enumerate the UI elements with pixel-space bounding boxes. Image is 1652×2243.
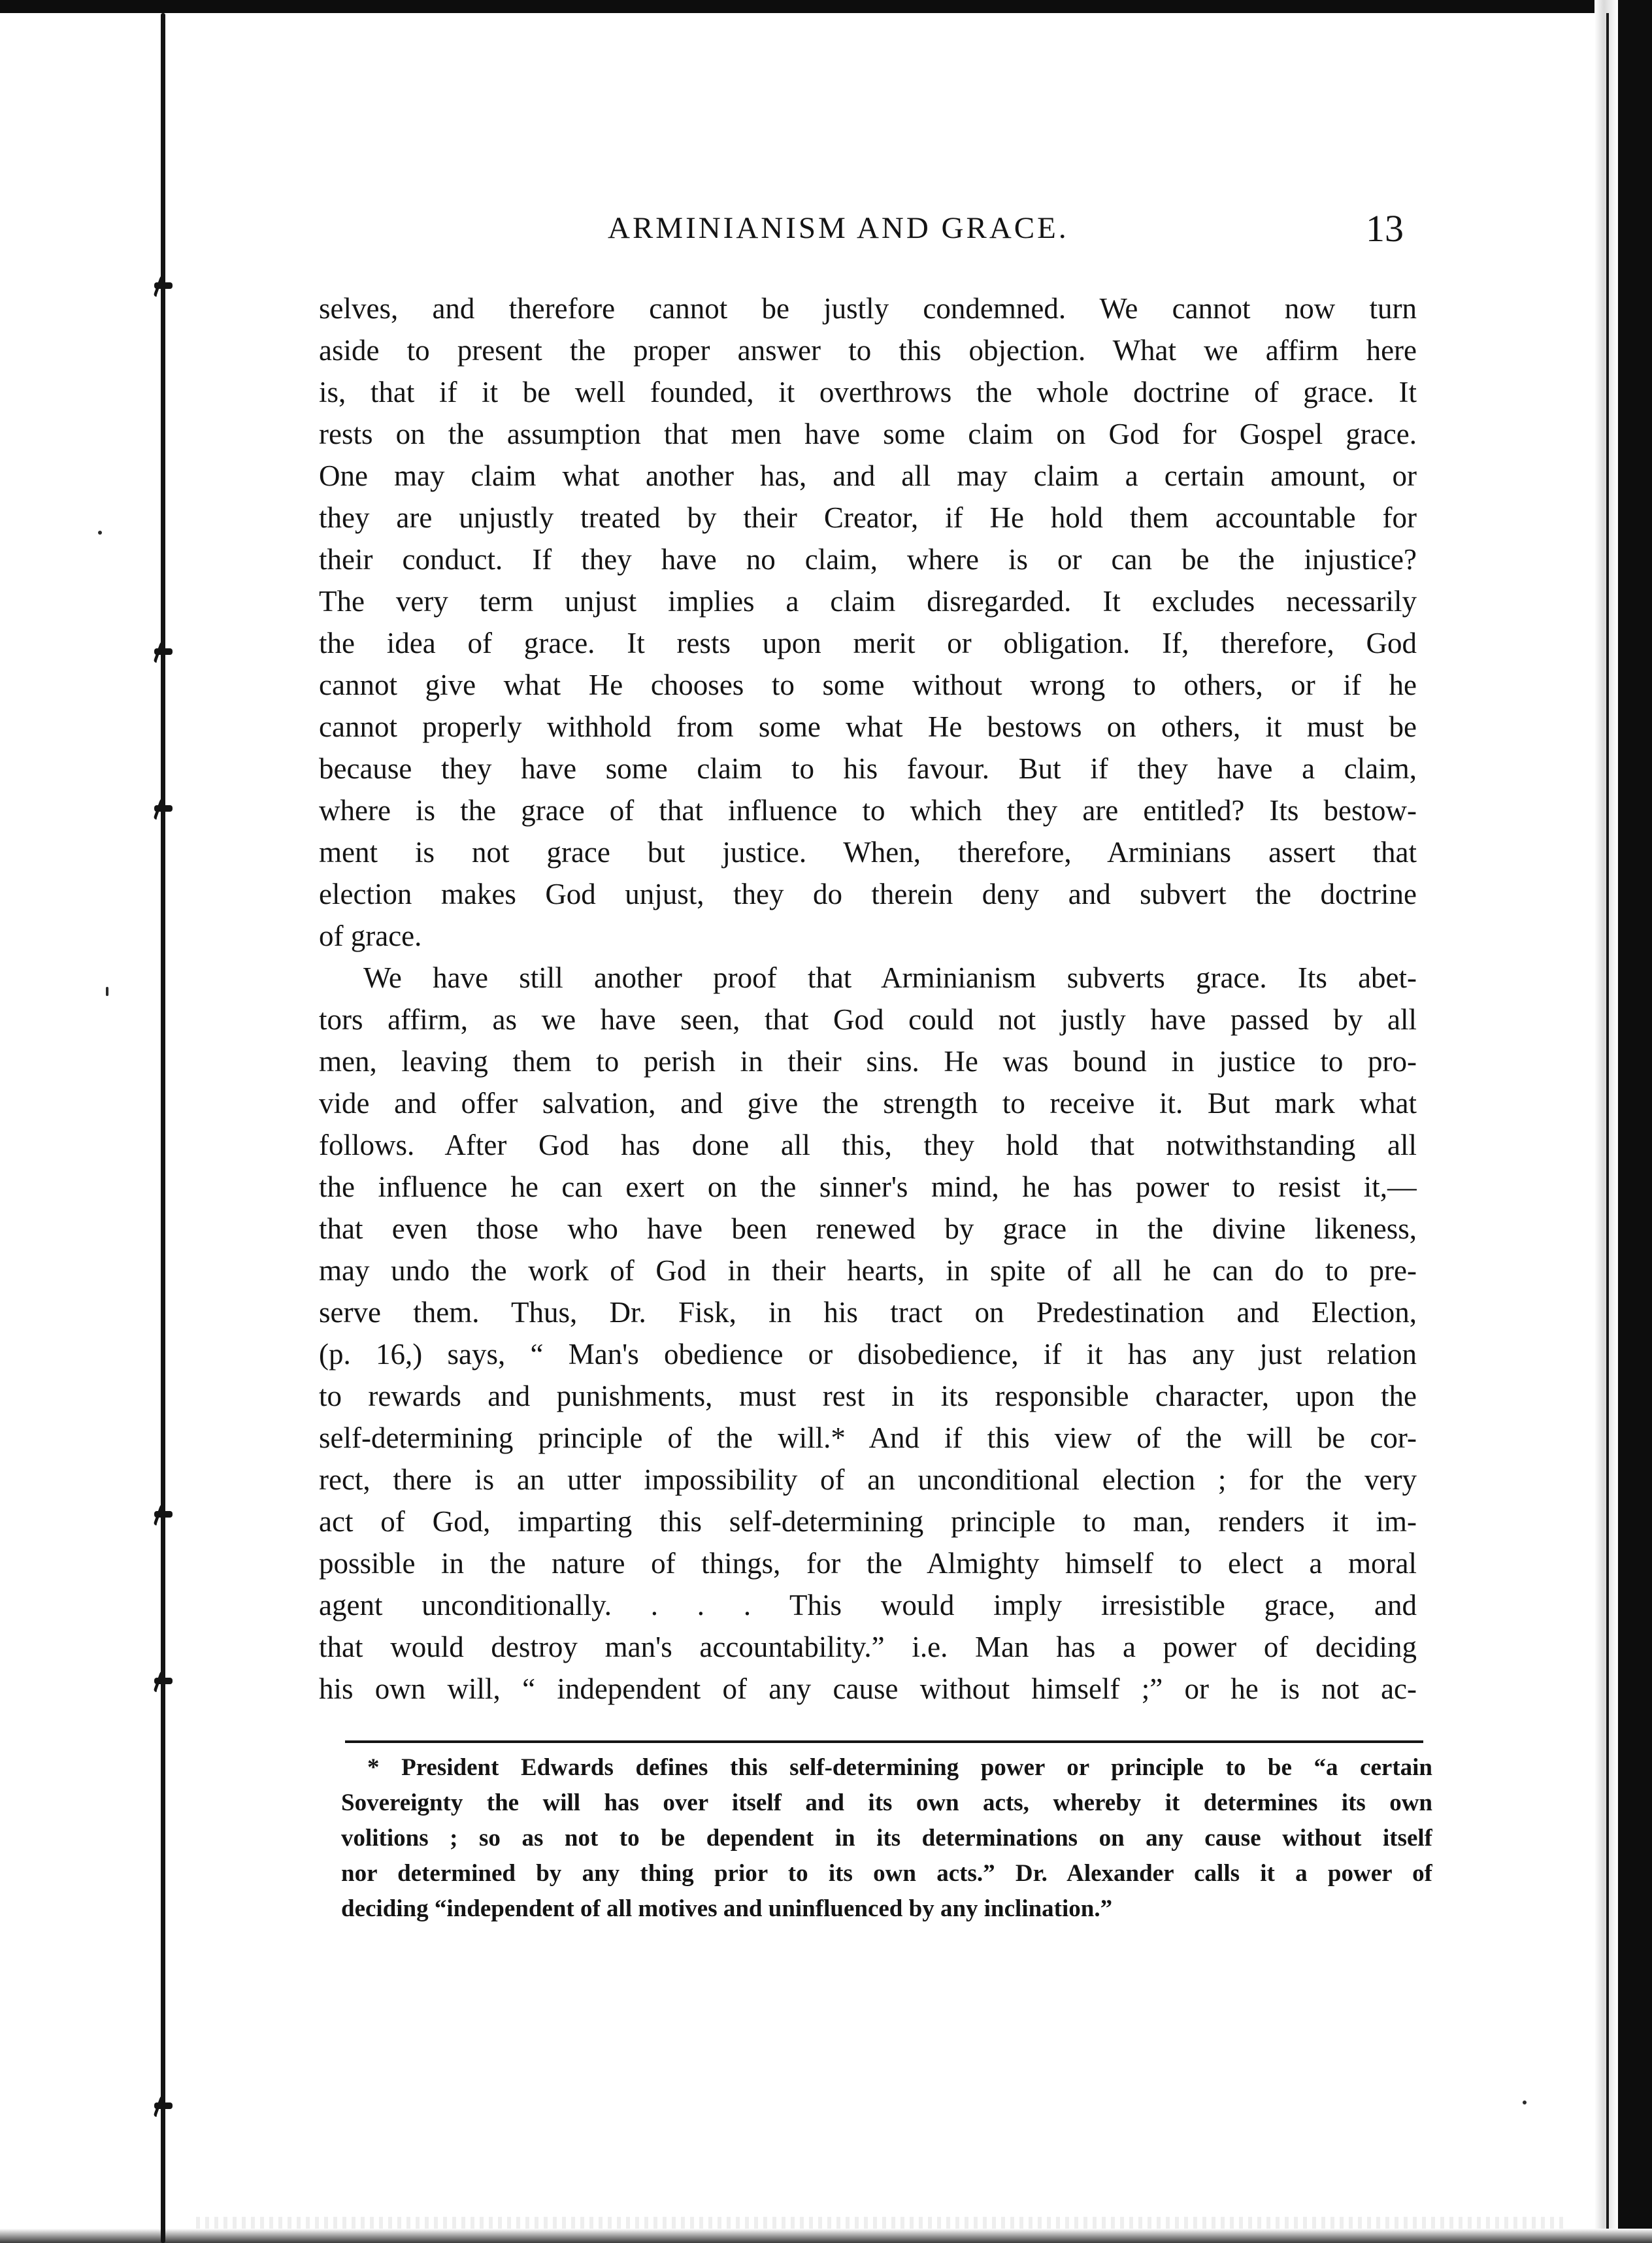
text-line: vide and offer salvation, and give the strength to receive it. But mark what	[319, 1087, 1417, 1120]
footnote-line: volitions ; so as not to be dependent in its determinations on any cause without itself	[341, 1825, 1432, 1852]
scan-frame-top	[0, 0, 1652, 13]
text-line: One may claim what another has, and all may claim a certain amount, or	[319, 459, 1417, 492]
binding-spine-line	[161, 13, 165, 2243]
footnote	[341, 1750, 1432, 1927]
text-line: because they have some claim to his favour. But if they have a claim,	[319, 752, 1417, 785]
page-number: 13	[1366, 207, 1404, 250]
binding-stitch	[150, 647, 176, 656]
binding-stitch	[150, 804, 176, 813]
footnote-line: deciding “independent of all motives and uninfluenced by any inclination.”	[341, 1895, 1113, 1922]
text-line: election makes God unjust, they do therein deny and subvert the doctrine	[319, 878, 1417, 910]
footnote-line: * President Edwards defines this self-determining power or principle to be “a certain	[367, 1754, 1432, 1781]
text-line: tors affirm, as we have seen, that God could not justly have passed by all	[319, 1003, 1417, 1036]
text-line: (p. 16,) says, “ Man's obedience or disobedience, if it has any just relation	[319, 1338, 1417, 1371]
text-line: the influence he can exert on the sinner's mind, he has power to resist it,—	[319, 1171, 1417, 1203]
text-line: cannot properly withhold from some what He bestows on others, it must be	[319, 710, 1417, 743]
text-line: cannot give what He chooses to some without wrong to others, or if he	[319, 669, 1417, 701]
text-line: serve them. Thus, Dr. Fisk, in his tract on Predestination and Election,	[319, 1296, 1417, 1329]
text-line: that would destroy man's accountability.” i.e. Man has a power of deciding	[319, 1631, 1417, 1663]
text-line: rect, there is an utter impossibility of an unconditional election ; for the very	[319, 1463, 1417, 1496]
text-line: to rewards and punishments, must rest in its responsible character, upon the	[319, 1380, 1417, 1412]
scan-speck	[106, 987, 108, 996]
binding-stitch	[150, 281, 176, 290]
text-line: aside to present the proper answer to this objection. What we affirm here	[319, 334, 1417, 367]
scan-frame-right	[1618, 0, 1652, 2243]
running-head-title: ARMINIANISM AND GRACE.	[608, 211, 1069, 245]
text-line: We have still another proof that Arminianism subverts grace. Its abet-	[363, 961, 1417, 994]
text-line: may undo the work of God in their hearts, in spite of all he can do to pre-	[319, 1254, 1417, 1287]
scan-speck	[98, 531, 102, 535]
text-line: they are unjustly treated by their Creator, if He hold them accountable for	[319, 501, 1417, 534]
text-line: act of God, imparting this self-determining principle to man, renders it im-	[319, 1505, 1417, 1538]
text-line: ment is not grace but justice. When, therefore, Arminians assert that	[319, 836, 1417, 869]
footnote-line: nor determined by any thing prior to its own acts.” Dr. Alexander calls it a power of	[341, 1860, 1432, 1887]
binding-stitch	[150, 2101, 176, 2110]
binding-thread	[150, 13, 176, 2243]
text-line: of grace.	[319, 920, 422, 952]
scan-frame-bottom	[0, 2229, 1652, 2243]
text-line: their conduct. If they have no claim, where is or can be the injustice?	[319, 543, 1417, 576]
text-line: where is the grace of that influence to which they are entitled? Its bestow-	[319, 794, 1417, 827]
text-line: the idea of grace. It rests upon merit or obligation. If, therefore, God	[319, 627, 1417, 659]
paragraph-1	[319, 288, 1417, 957]
binding-stitch	[150, 1510, 176, 1519]
text-line: his own will, “ independent of any cause without himself ;” or he is not ac-	[319, 1672, 1417, 1705]
scan-speck	[1523, 2101, 1527, 2104]
page-edge-line	[1606, 13, 1609, 2243]
paragraph-2	[319, 957, 1417, 1710]
footnote-line: Sovereignty the will has over itself and its own acts, whereby it determines its own	[341, 1789, 1432, 1816]
binding-stitch	[150, 1676, 176, 1686]
text-line: that even those who have been renewed by grace in the divine likeness,	[319, 1212, 1417, 1245]
text-line: The very term unjust implies a claim disregarded. It excludes necessarily	[319, 585, 1417, 618]
text-line: self-determining principle of the will.* And if this view of the will be cor-	[319, 1421, 1417, 1454]
body-text	[319, 288, 1417, 1710]
text-line: rests on the assumption that men have some claim on God for Gospel grace.	[319, 418, 1417, 450]
text-line: possible in the nature of things, for the Almighty himself to elect a moral	[319, 1547, 1417, 1580]
text-line: men, leaving them to perish in their sins. He was bound in justice to pro-	[319, 1045, 1417, 1078]
text-line: is, that if it be well founded, it overthrows the whole doctrine of grace. It	[319, 376, 1417, 408]
text-line: follows. After God has done all this, they hold that notwithstanding all	[319, 1129, 1417, 1161]
text-line: agent unconditionally. . . . This would imply irresistible grace, and	[319, 1589, 1417, 1621]
footnote-rule	[345, 1740, 1423, 1743]
page-bottom-edge	[196, 2217, 1568, 2229]
running-head	[0, 207, 1652, 256]
text-line: selves, and therefore cannot be justly condemned. We cannot now turn	[319, 292, 1417, 325]
